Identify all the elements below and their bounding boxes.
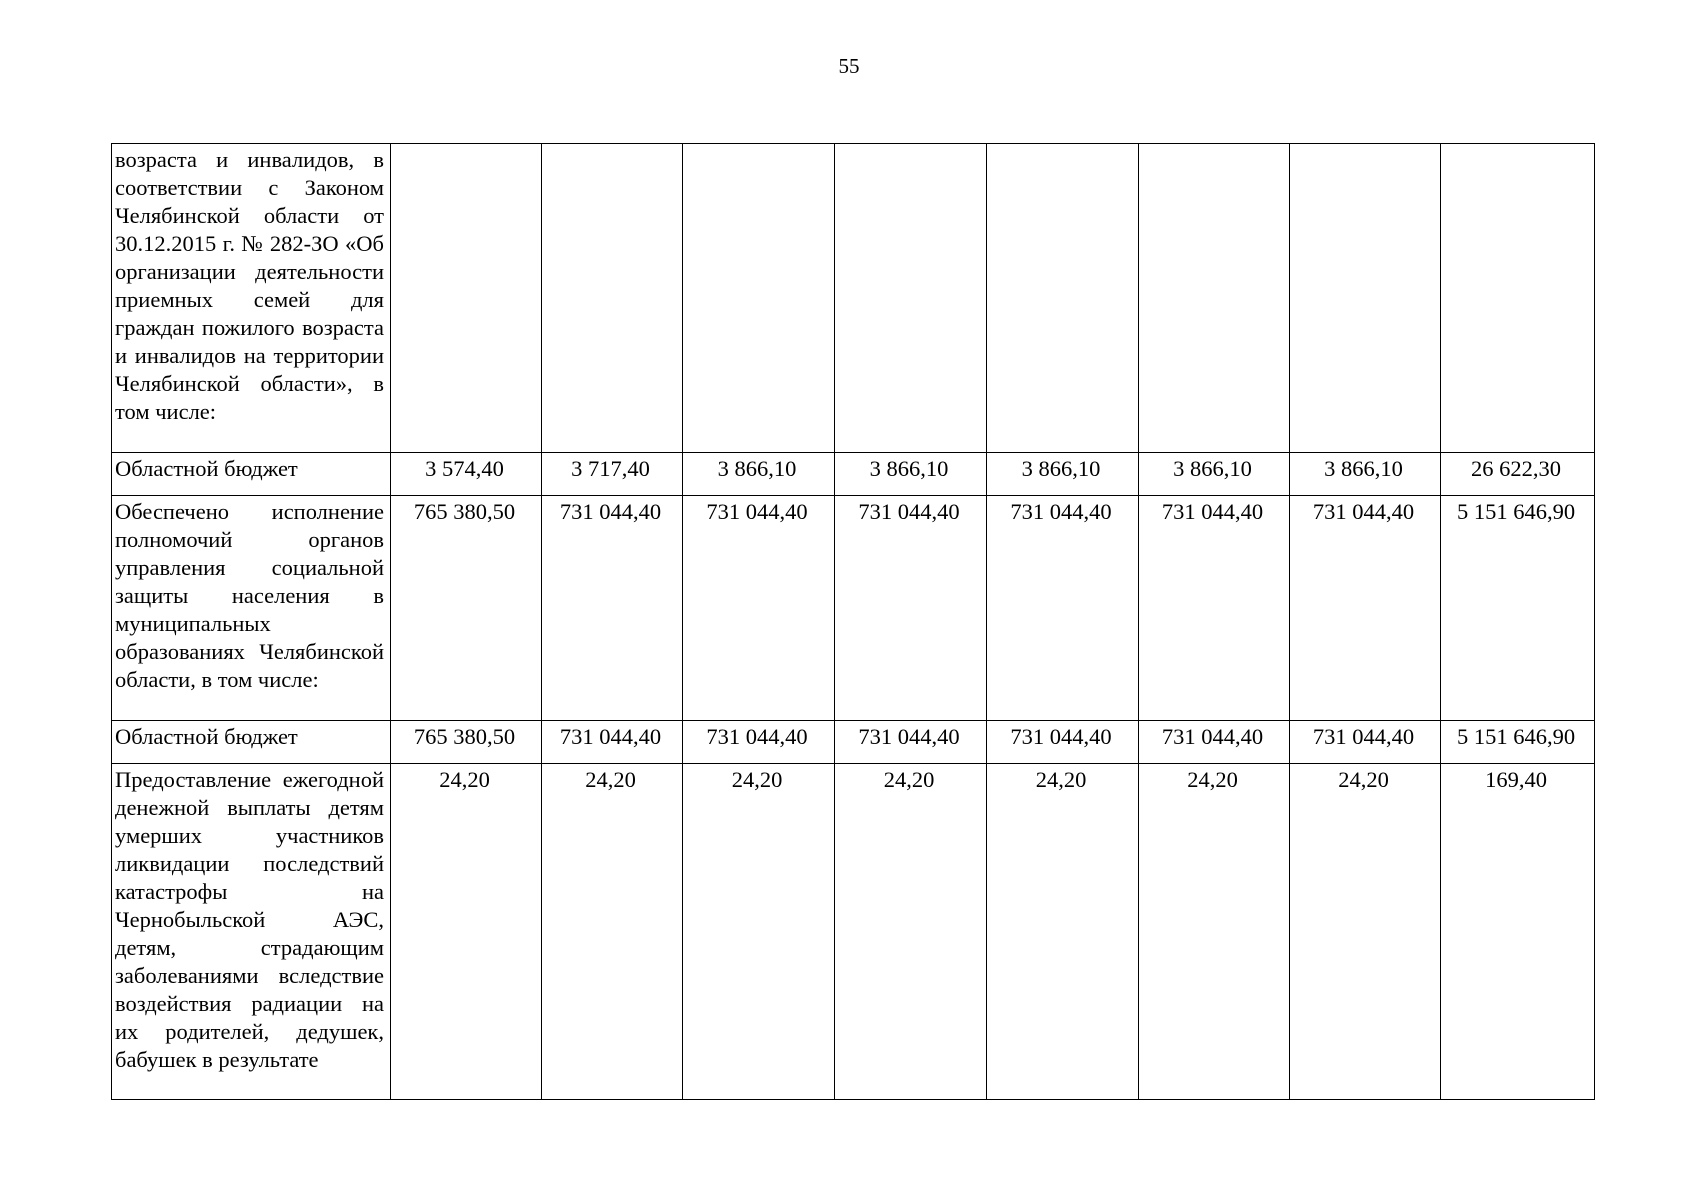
value-cell: 731 044,40 <box>1139 496 1290 721</box>
row-description: Обеспечено исполнение полномочий органов управления социальной защиты населения в муниципальных образованиях Челябинской области, в том числе: <box>112 496 391 721</box>
value-cell: 24,20 <box>542 764 683 1100</box>
budget-table <box>111 143 1595 1100</box>
value-cell: 731 044,40 <box>1290 496 1441 721</box>
value-cell <box>1290 144 1441 453</box>
page-number: 55 <box>838 54 860 78</box>
total-cell: 5 151 646,90 <box>1441 496 1595 721</box>
table-row <box>112 453 1595 496</box>
value-cell: 3 866,10 <box>683 453 835 496</box>
row-description: возраста и инвалидов, в соответствии с Законом Челябинской области от 30.12.2015 г. № 282-ЗО «Об организации деятельности приемных семей для граждан пожилого возраста и инвалидов на территории Челябинской области», в том числе: <box>112 144 391 453</box>
value-cell: 731 044,40 <box>1139 721 1290 764</box>
row-description: Областной бюджет <box>112 453 391 496</box>
table-row <box>112 721 1595 764</box>
value-cell: 3 866,10 <box>1290 453 1441 496</box>
value-cell: 24,20 <box>683 764 835 1100</box>
table-row <box>112 144 1595 453</box>
value-cell: 3 866,10 <box>987 453 1139 496</box>
value-cell: 24,20 <box>1139 764 1290 1100</box>
row-description: Предоставление ежегодной денежной выплаты детям умерших участников ликвидации последствий катастрофы на Чернобыльской АЭС, детям, страдающим заболеваниями вследствие воздействия радиации на их родителей, дедушек, бабушек в результате <box>112 764 391 1100</box>
total-cell: 5 151 646,90 <box>1441 721 1595 764</box>
total-cell <box>1441 144 1595 453</box>
value-cell: 731 044,40 <box>987 496 1139 721</box>
table-row <box>112 496 1595 721</box>
value-cell: 24,20 <box>1290 764 1441 1100</box>
value-cell <box>987 144 1139 453</box>
value-cell: 24,20 <box>987 764 1139 1100</box>
value-cell: 24,20 <box>835 764 987 1100</box>
value-cell <box>391 144 542 453</box>
value-cell: 3 717,40 <box>542 453 683 496</box>
total-cell: 169,40 <box>1441 764 1595 1100</box>
value-cell: 731 044,40 <box>835 721 987 764</box>
total-cell: 26 622,30 <box>1441 453 1595 496</box>
value-cell: 765 380,50 <box>391 721 542 764</box>
value-cell: 3 866,10 <box>1139 453 1290 496</box>
value-cell: 24,20 <box>391 764 542 1100</box>
value-cell: 731 044,40 <box>835 496 987 721</box>
table-row <box>112 764 1595 1100</box>
row-description: Областной бюджет <box>112 721 391 764</box>
value-cell: 3 866,10 <box>835 453 987 496</box>
value-cell <box>835 144 987 453</box>
value-cell <box>683 144 835 453</box>
value-cell: 765 380,50 <box>391 496 542 721</box>
value-cell: 731 044,40 <box>542 721 683 764</box>
value-cell <box>542 144 683 453</box>
value-cell: 731 044,40 <box>542 496 683 721</box>
value-cell: 731 044,40 <box>1290 721 1441 764</box>
value-cell: 731 044,40 <box>987 721 1139 764</box>
value-cell: 731 044,40 <box>683 496 835 721</box>
value-cell: 731 044,40 <box>683 721 835 764</box>
value-cell: 3 574,40 <box>391 453 542 496</box>
value-cell <box>1139 144 1290 453</box>
